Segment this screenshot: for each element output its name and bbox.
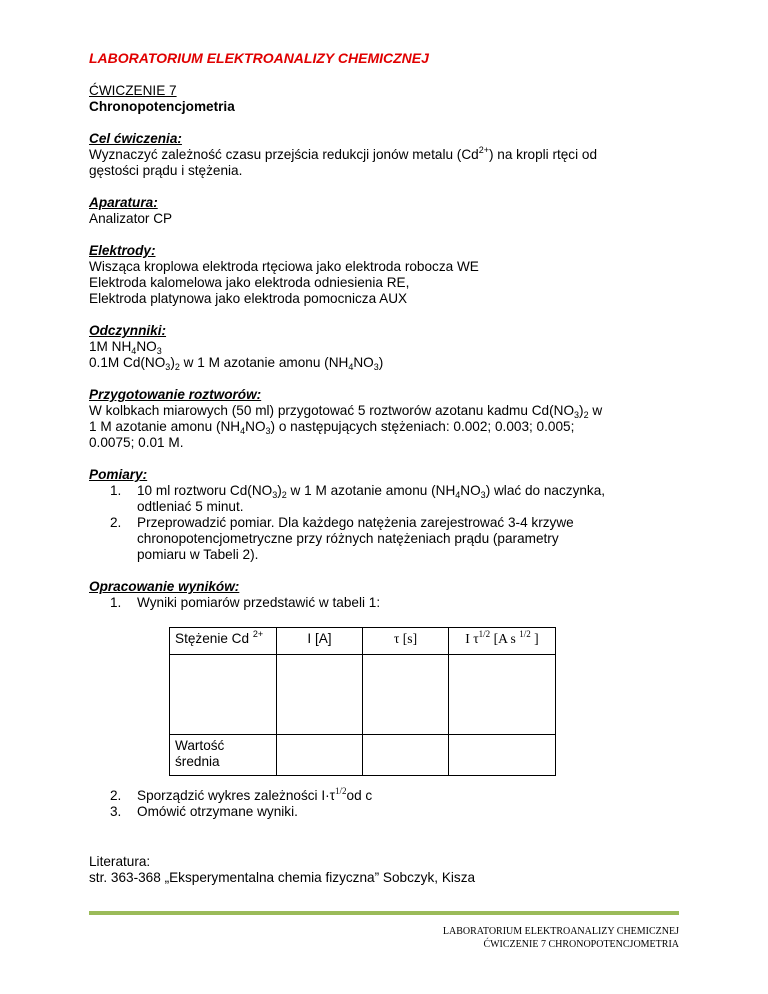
results-table: [169, 627, 556, 776]
apparatus-item: Analizator CP: [89, 211, 173, 226]
footer-rule: [89, 911, 679, 915]
electrode-item: Wisząca kroplowa elektroda rtęciowa jako elektroda robocza WE: [89, 259, 479, 274]
electrode-item: Elektroda kalomelowa jako elektroda odniesienia RE,: [89, 275, 410, 290]
header-concentration: Stężenie Cd $^{2+}$: [170, 628, 277, 655]
goal-line-1: Wyznaczyć zależność czasu przejścia redukcji jonów metalu $(Cd^{2+})$ na kropli rtęci od: [89, 145, 598, 162]
header-product: I $\tau^{1/2}$ [A s $^{1/2}$ ]: [449, 628, 556, 655]
table-row: [170, 655, 556, 735]
measurements-section: [89, 467, 689, 563]
page-footer: [443, 925, 679, 951]
table-cell[interactable]: [170, 655, 277, 735]
preparation-line: W kolbkach miarowych (50 ml) przygotować 5 roztworów azotanu kadmu $Cd(NO_3)_2$ w: [89, 403, 603, 420]
footer-line-1: LABORATORIUM ELEKTROANALIZY CHEMICZNEJ: [442, 926, 679, 937]
table-cell[interactable]: [363, 655, 449, 735]
table-cell[interactable]: [449, 735, 556, 776]
table-cell[interactable]: [449, 655, 556, 735]
document-page: [89, 50, 689, 886]
preparation-line: 0.0075; 0.01 M.: [89, 435, 184, 450]
literature-section: [89, 854, 689, 886]
table-row: [170, 735, 556, 776]
results-list: [89, 595, 689, 611]
reagent-item: 0.1M $Cd(NO_3)_2$ w 1 M azotanie amonu $(NH_4NO_3)$: [89, 355, 384, 372]
electrode-item: Elektroda platynowa jako elektroda pomocnicza AUX: [89, 291, 408, 306]
measurements-heading: Pomiary:: [89, 467, 148, 482]
literature-ref: str. 363-368 „Eksperymentalna chemia fizyczna” Sobczyk, Kisza: [89, 870, 476, 885]
exercise-name: Chronopotencjometria: [89, 99, 235, 114]
reagent-item: 1M $NH_4NO_3$: [89, 339, 162, 356]
preparation-line: 1 M azotanie amonu $(NH_4NO_3)$ o następujących stężeniach: 0.002; 0.003; 0.005;: [89, 419, 575, 436]
goal-section: [89, 131, 689, 179]
goal-heading: Cel ćwiczenia:: [89, 131, 182, 146]
goal-line-2: gęstości prądu i stężenia.: [89, 163, 243, 178]
results-list-cont: [89, 788, 689, 820]
table-cell[interactable]: [363, 735, 449, 776]
electrodes-section: [89, 243, 689, 307]
exercise-number: ĆWICZENIE 7: [89, 83, 177, 98]
preparation-section: [89, 387, 689, 451]
apparatus-heading: Aparatura:: [89, 195, 158, 210]
literature-heading: Literatura:: [89, 854, 151, 869]
header-current: I [A]: [277, 628, 363, 655]
preparation-heading: Przygotowanie roztworów:: [89, 387, 262, 402]
results-heading: Opracowanie wyników:: [89, 579, 240, 594]
table-cell[interactable]: [277, 655, 363, 735]
list-item: 2. Przeprowadzić pomiar. Dla każdego natężenia zarejestrować 3-4 krzywe chronopotencjometryczne przy różnych natężeniach prądu (parametry pomiaru w Tabeli 2).: [110, 515, 574, 562]
apparatus-section: [89, 195, 689, 227]
mean-label: Wartość średnia: [170, 735, 277, 776]
reagents-section: [89, 323, 689, 371]
lab-title: LABORATORIUM ELEKTROANALIZY CHEMICZNEJ: [89, 50, 429, 66]
list-item: 1. Wyniki pomiarów przedstawić w tabeli 1:: [110, 595, 381, 610]
list-item: 3. Omówić otrzymane wyniki.: [110, 804, 298, 819]
table-cell[interactable]: [277, 735, 363, 776]
reagents-heading: Odczynniki:: [89, 323, 167, 338]
results-section: [89, 579, 689, 820]
measurements-list: [89, 483, 689, 563]
list-item: 1. 10 ml roztworu $Cd(NO_3)_2$ w 1 M azotanie amonu $(NH_4NO_3)$ wlać do naczynka, odtleniać 5 minut.: [110, 483, 606, 514]
header-transition-time: τ [s]: [363, 628, 449, 655]
list-item: 2. Sporządzić wykres zależności $I\cdot\tau^{1/2}od$ c: [110, 786, 373, 803]
electrodes-heading: Elektrody:: [89, 243, 156, 258]
footer-line-2: ĆWICZENIE 7 CHRONOPOTENCJOMETRIA: [483, 939, 679, 950]
table-header-row: [170, 628, 556, 655]
